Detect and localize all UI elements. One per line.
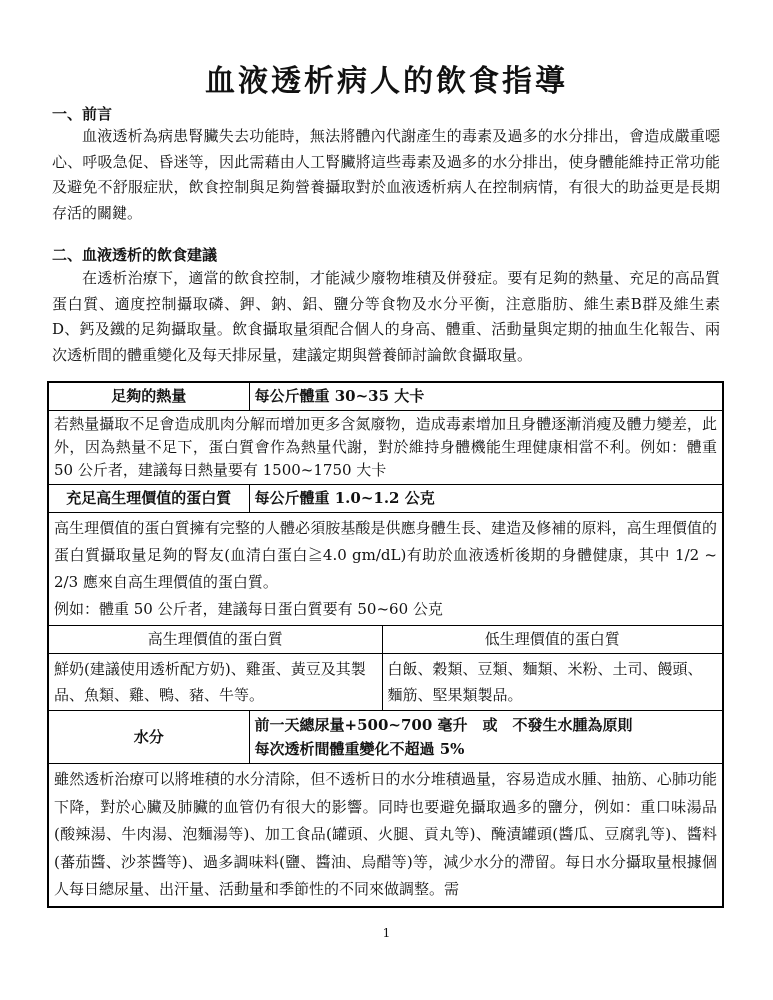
protein-label: 充足高生理價值的蛋白質 <box>48 485 249 513</box>
water-label: 水分 <box>48 711 249 764</box>
protein-text: 高生理價值的蛋白質擁有完整的人體必須胺基酸是供應身體生長、建造及修補的原料，高生理價值的蛋白質攝取量足夠的腎友(血清白蛋白≧4.0 gm/dL)有助於血液透析後期的身體健康，其中 1/2 ~ 2/3 應來自高生理價值的蛋白質。 <box>54 519 718 591</box>
water-value-1: 前一天總尿量+500~700 毫升 或 不發生水腫為原則 <box>254 716 633 734</box>
table-row <box>48 654 723 711</box>
high-protein-items: 鮮奶(建議使用透析配方奶)、雞蛋、黃豆及其製品、魚類、雞、鴨、豬、牛等。 <box>48 654 382 711</box>
page-number: 1 <box>382 926 391 940</box>
table-row <box>48 411 723 485</box>
table-row <box>48 513 723 626</box>
table-row <box>48 626 723 654</box>
page-title: 血液透析病人的飲食指導 <box>205 64 568 99</box>
water-value-2: 每次透析間體重變化不超過 5% <box>254 740 465 758</box>
intro-paragraph: 血液透析為病患腎臟失去功能時，無法將體內代謝產生的毒素及過多的水分排出，會造成嚴重噁心、呼吸急促、昏迷等，因此需藉由人工腎臟將這些毒素及過多的水分排出，使身體能維持正常功能及避免不舒服症狀，飲食控制與足夠營養攝取對於血液透析病人在控制病情，有很大的助益更是長期存活的關鍵。 <box>52 127 720 222</box>
section-heading-diet: 二、血液透析的飲食建議 <box>52 246 218 264</box>
diet-table <box>47 381 724 908</box>
low-protein-header: 低生理價值的蛋白質 <box>382 626 723 654</box>
table-row <box>48 711 723 764</box>
protein-cell <box>48 513 723 626</box>
section-heading-intro: 一、前言 <box>52 105 113 123</box>
table-row <box>48 485 723 513</box>
table-row <box>48 764 723 907</box>
protein-example: 例如：體重 50 公斤者，建議每日蛋白質要有 50~60 公克 <box>54 600 443 618</box>
calories-label: 足夠的熱量 <box>48 382 249 411</box>
table-row <box>48 382 723 411</box>
low-protein-items: 白飯、穀類、豆類、麵類、米粉、土司、饅頭、麵筋、堅果類製品。 <box>382 654 723 711</box>
high-protein-header: 高生理價值的蛋白質 <box>48 626 382 654</box>
water-text: 雖然透析治療可以將堆積的水分清除，但不透析日的水分堆積過量，容易造成水腫、抽筋、心肺功能下降，對於心臟及肺臟的血管仍有很大的影響。同時也要避免攝取過多的鹽分，例如：重口味湯品(酸辣湯、牛肉湯、泡麵湯等)、加工食品(罐頭、火腿、貢丸等)、醃漬罐頭(醬瓜、豆腐乳等)、醬料(蕃茄醬、沙茶醬等)、過多調味料(鹽、醬油、烏醋等)等，減少水分的滯留。每日水分攝取量根據個人每日總尿量、出汗量、活動量和季節性的不同來做調整。需 <box>48 764 723 907</box>
protein-value: 每公斤體重 1.0~1.2 公克 <box>249 485 723 513</box>
calories-text: 若熱量攝取不足會造成肌肉分解而增加更多含氮廢物，造成毒素增加且身體逐漸消瘦及體力變差，此外，因為熱量不足下，蛋白質會作為熱量代謝，對於維持身體機能生理健康相當不利。例如：體重 50 公斤者，建議每日熱量要有 1500~1750 大卡 <box>48 411 723 485</box>
diet-paragraph: 在透析治療下，適當的飲食控制，才能減少廢物堆積及併發症。要有足夠的熱量、充足的高品質蛋白質、適度控制攝取磷、鉀、鈉、鋁、鹽分等食物及水分平衡，注意脂肪、維生素B群及維生素D、鈣及鐵的足夠攝取量。飲食攝取量須配合個人的身高、體重、活動量與定期的抽血生化報告、兩次透析間的體重變化及每天排尿量，建議定期與營養師討論飲食攝取量。 <box>52 269 720 364</box>
calories-value: 每公斤體重 30~35 大卡 <box>249 382 723 411</box>
water-value-cell <box>249 711 723 764</box>
